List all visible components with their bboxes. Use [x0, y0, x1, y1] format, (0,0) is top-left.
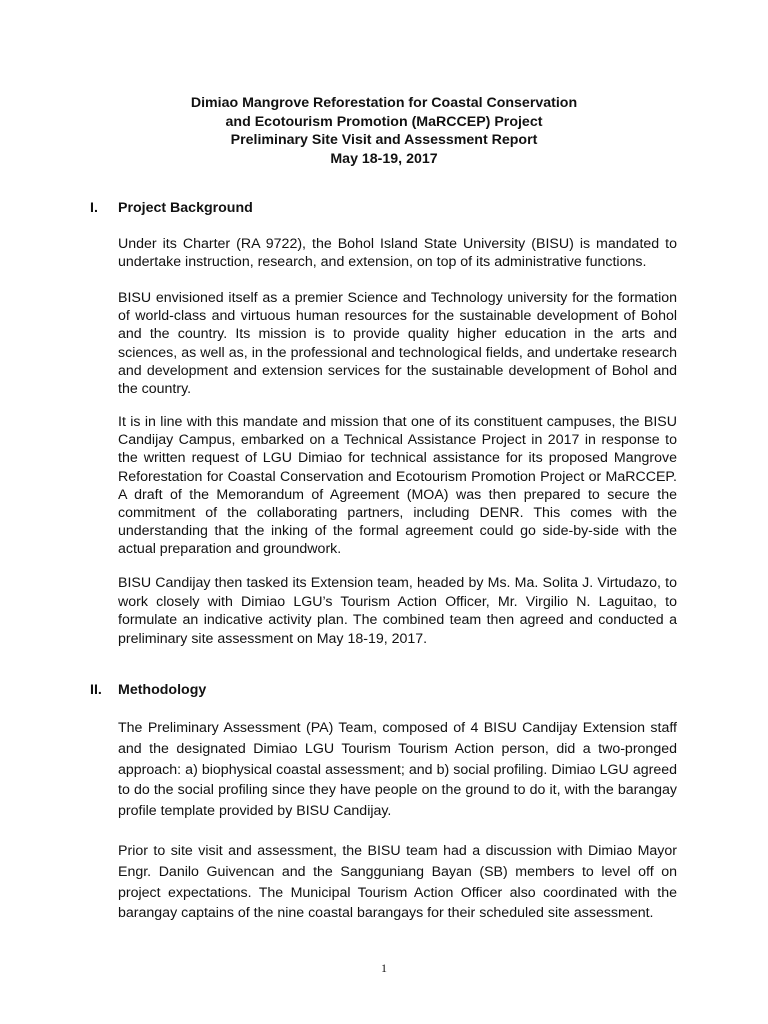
- paragraph: BISU Candijay then tasked its Extension team, headed by Ms. Ma. Solita J. Virtudazo, to work closely with Dimiao LGU’s Tourism Action Officer, Mr. Virgilio N. Laguitao, to formulate an indicative activity plan. The combined team then agreed and conducted a preliminary site assessment on May 18-19, 2017.: [118, 575, 677, 648]
- title-line-3: Preliminary Site Visit and Assessment Report: [230, 132, 538, 149]
- section-number: II.: [90, 682, 102, 698]
- title-line-2: and Ecotourism Promotion (MaRCCEP) Project: [225, 113, 543, 130]
- paragraph: BISU envisioned itself as a premier Science and Technology university for the formation of world-class and virtuous human resources for the sustainable development of Bohol and the country. Its mission is to provide quality higher education in the arts and sciences, as well as, in the professional and technological fields, and undertake research and development and extension services for the sustainable development of Bohol and the country.: [118, 290, 677, 398]
- title-line-1: Dimiao Mangrove Reforestation for Coastal Conservation: [190, 95, 578, 111]
- paragraph: The Preliminary Assessment (PA) Team, composed of 4 BISU Candijay Extension staff and the designated Dimiao LGU Tourism Tourism Action person, did a two-pronged approach: a) biophysical coastal assessment; and b) social profiling. Dimiao LGU agreed to do the social profiling since they have people on the ground to do it, with the barangay profile template provided by BISU Candijay.: [118, 720, 677, 820]
- section-title: Project Background: [118, 200, 253, 216]
- paragraph: It is in line with this mandate and mission that one of its constituent campuses, the BISU Candijay Campus, embarked on a Technical Assistance Project in 2017 in response to the written request of LGU Dimiao for technical assistance for its proposed Mangrove Reforestation for Coastal Conservation and Ecotourism Promotion Project or MaRCCEP. A draft of the Memorandum of Agreement (MOA) was then prepared to secure the commitment of the collaborating partners, including DENR. This comes with the understanding that the inking of the formal agreement could go side-by-side with the actual preparation and groundwork.: [118, 414, 677, 558]
- section-heading-project-background: [90, 200, 253, 216]
- paragraph: Under its Charter (RA 9722), the Bohol Island State University (BISU) is mandated to undertake instruction, research, and extension, on top of its administrative functions.: [118, 236, 677, 271]
- report-title: [0, 94, 768, 168]
- section-heading-methodology: [90, 682, 206, 698]
- paragraph: Prior to site visit and assessment, the BISU team had a discussion with Dimiao Mayor Engr. Danilo Guivencan and the Sangguniang Bayan (SB) members to level off on project expectations. The Municipal Tourism Action Officer also coordinated with the barangay captains of the nine coastal barangays for their scheduled site assessment.: [118, 843, 677, 922]
- section-number: I.: [90, 200, 98, 216]
- title-line-4-date: May 18-19, 2017: [330, 150, 438, 167]
- section-title: Methodology: [118, 682, 207, 698]
- page-number: 1: [381, 961, 387, 975]
